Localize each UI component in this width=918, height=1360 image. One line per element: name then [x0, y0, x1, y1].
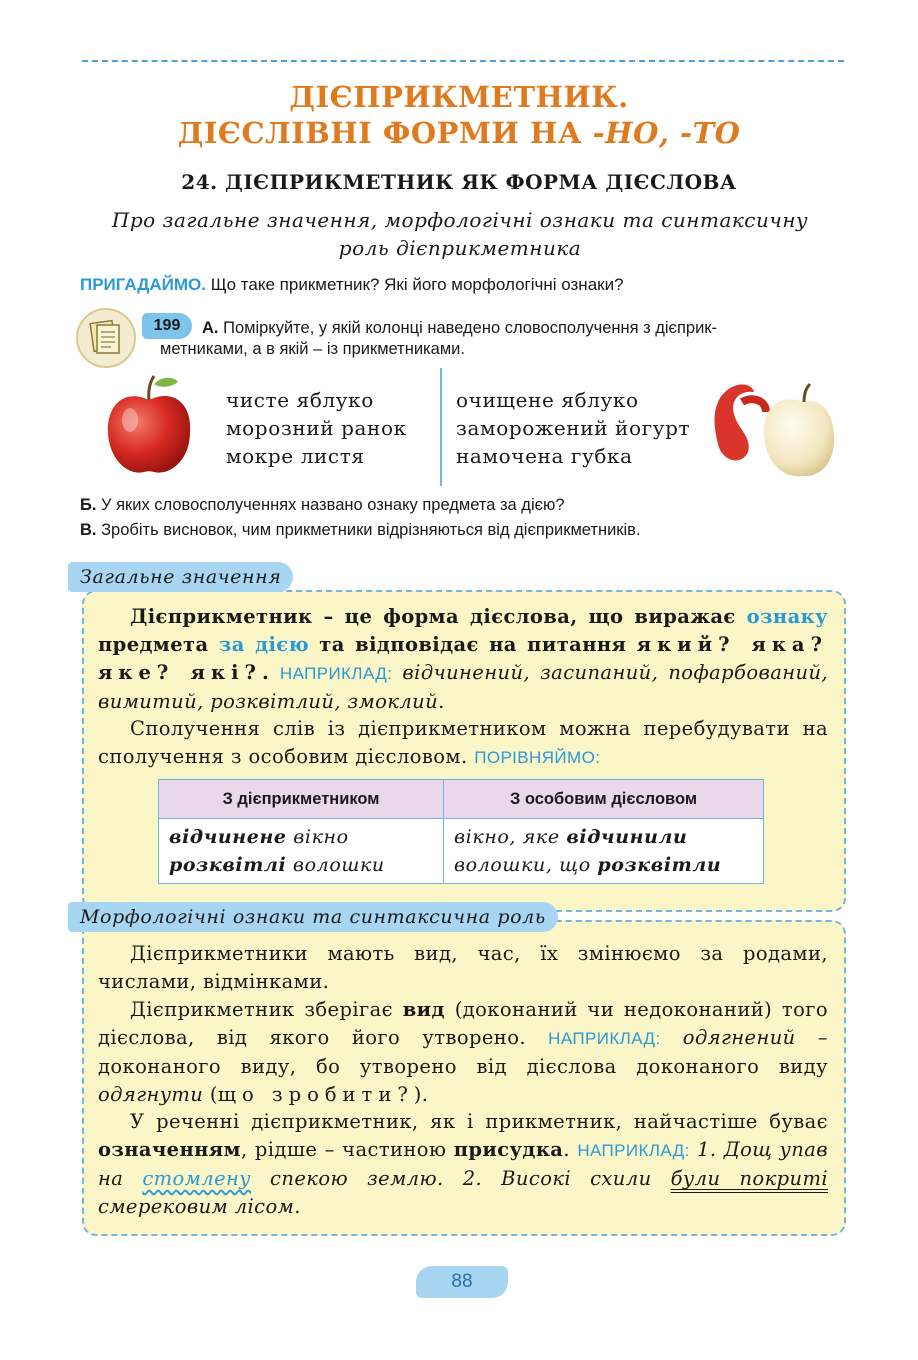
- p4-j: ).: [413, 1083, 429, 1106]
- chapter-title-prefix: ДІЄСЛІВНІ ФОРМИ НА: [177, 116, 593, 150]
- section-subtitle: [70, 206, 850, 262]
- left-phrase-2: морозний ранок: [226, 416, 407, 440]
- subtitle-line2: роль дієприкметника: [338, 236, 582, 260]
- p5-g: 1. Дощ упав на: [98, 1138, 828, 1190]
- right-phrase-2: заморожений йогурт: [456, 416, 691, 440]
- question-v-letter: В.: [80, 521, 97, 539]
- question-b-letter: Б.: [80, 496, 97, 514]
- right-phrase-1: очищене яблуко: [456, 388, 639, 412]
- p4-g: одягнути: [98, 1083, 204, 1106]
- p4-a: Дієприкметник зберігає: [130, 998, 403, 1021]
- p5-d: присудка: [453, 1138, 564, 1161]
- p4-question: що зробити?: [217, 1083, 414, 1106]
- compare-text: Сполучення слів із дієприкметником можна перебудувати на сполучення з особовим дієсловом.: [98, 717, 828, 768]
- table-cell-verb: [444, 819, 764, 884]
- adjective-column: [226, 386, 407, 470]
- question-v-text: Зробіть висновок, чим прикметники відрізняються від дієприкметників.: [96, 521, 641, 539]
- p4-h: (: [203, 1083, 218, 1106]
- left-phrase-3: мокре листя: [226, 444, 365, 468]
- task-line1-text: Поміркуйте, у якій колонці наведено словосполучення з дієприк-: [218, 319, 718, 337]
- table-cell-participle: [159, 819, 444, 884]
- chapter-title-line1: ДІЄПРИКМЕТНИК.: [289, 80, 629, 114]
- task-letter: А.: [202, 319, 219, 337]
- def-part-a: Дієприкметник – це форма дієслова, що виражає: [130, 605, 747, 628]
- table-head-verb: З особовим дієсловом: [444, 780, 764, 819]
- cell-r1c1: вікно: [286, 826, 349, 848]
- question-b: [80, 496, 565, 515]
- p4-c: (доконаний чи недоконаний) того дієслова, від якого його утворено.: [98, 998, 828, 1049]
- section-title: 24. ДІЄПРИКМЕТНИК ЯК ФОРМА ДІЄСЛОВА: [181, 170, 737, 194]
- def-part-e: та відповідає на питання: [308, 633, 637, 656]
- subtitle-line1: Про загальне значення, морфологічні ознаки та синтаксичну: [111, 208, 809, 232]
- p4-e: одягнений: [660, 1026, 796, 1049]
- p5-b: означенням: [98, 1138, 241, 1161]
- def-part-j: .: [438, 690, 445, 713]
- recall-text: Що таке прикметник? Які його морфологічні ознаки?: [205, 275, 624, 294]
- cell-r1c2: вікно, яке: [454, 826, 567, 848]
- peeled-apple-image: [712, 378, 836, 480]
- def-examples: відчинений, засипаний, пофарбований, вимитий, розквітлий, змоклий: [98, 661, 828, 713]
- table-head-participle: З дієприкметником: [159, 780, 444, 819]
- comparison-table: [158, 779, 764, 884]
- morph-paragraph-3: [98, 1108, 828, 1221]
- participle-column: [456, 386, 690, 470]
- p4-example-label: НАПРИКЛАД:: [548, 1029, 661, 1048]
- chapter-title-suffix: -НО, -ТО: [592, 116, 741, 150]
- question-b-text: У яких словосполученнях названо ознаку предмета за дією?: [96, 496, 565, 514]
- p5-example-label: НАПРИКЛАД:: [577, 1141, 690, 1160]
- p4-b: вид: [402, 998, 445, 1021]
- top-dashed-rule: [82, 60, 844, 62]
- recall-line: [80, 275, 624, 295]
- p5-i: спекою землю. 2. Високі схили: [250, 1167, 671, 1190]
- def-part-g: .: [261, 661, 280, 684]
- tag-general-meaning: Загальне значення: [68, 562, 293, 592]
- p5-predicate-words: були покриті: [670, 1167, 828, 1190]
- p4-f: – доконаного виду, бо утворено від дієслова доконаного виду: [98, 1026, 828, 1078]
- notes-icon: [76, 308, 136, 368]
- p5-a: У реченні дієприкметник, як і прикметник, найчастіше буває: [130, 1110, 828, 1133]
- p5-attribute-word: стомлену: [142, 1167, 251, 1190]
- cell-r2c1: волошки: [286, 854, 385, 876]
- red-apple-image: [104, 374, 194, 478]
- def-part-d: за дією: [218, 633, 309, 656]
- compare-paragraph: [98, 715, 828, 772]
- p5-k: смерековим лісом.: [98, 1195, 301, 1218]
- cell-r1c1-bold: відчинене: [169, 826, 287, 848]
- cell-r2c1-bold: розквітлі: [169, 854, 287, 876]
- tag-morphology: Морфологічні ознаки та синтаксична роль: [68, 902, 558, 932]
- task-text-line2: метниками, а в якій – із прикметниками.: [160, 340, 465, 358]
- morph-paragraph-2: [98, 996, 828, 1109]
- question-v: [80, 521, 641, 540]
- cell-r1c2-bold: відчинили: [566, 826, 688, 848]
- compare-label: ПОРІВНЯЙМО:: [474, 748, 601, 767]
- def-part-c: предмета: [98, 633, 219, 656]
- def-example-label: НАПРИКЛАД:: [279, 664, 393, 683]
- recall-label: ПРИГАДАЙМО.: [80, 275, 206, 294]
- cell-r2c2-bold: розквітли: [597, 854, 722, 876]
- chapter-title-line2: [0, 116, 918, 150]
- task-text-line1: [202, 316, 842, 340]
- column-divider: [440, 368, 442, 486]
- right-phrase-3: намочена губка: [456, 444, 633, 468]
- left-phrase-1: чисте яблуко: [226, 388, 374, 412]
- morph-paragraph-1: Дієприкметники мають вид, час, їх змінюємо за родами, числами, відмінками.: [98, 942, 828, 993]
- p5-c: , рідше – частиною: [240, 1138, 454, 1161]
- cell-r2c2: волошки, що: [454, 854, 598, 876]
- def-questions: який? яка? яке? які?: [98, 633, 828, 684]
- task-number-badge: 199: [142, 313, 192, 339]
- definition-paragraph: [98, 603, 828, 716]
- def-part-b: ознаку: [746, 605, 828, 628]
- p5-e: .: [563, 1138, 578, 1161]
- page-number: 88: [416, 1266, 508, 1298]
